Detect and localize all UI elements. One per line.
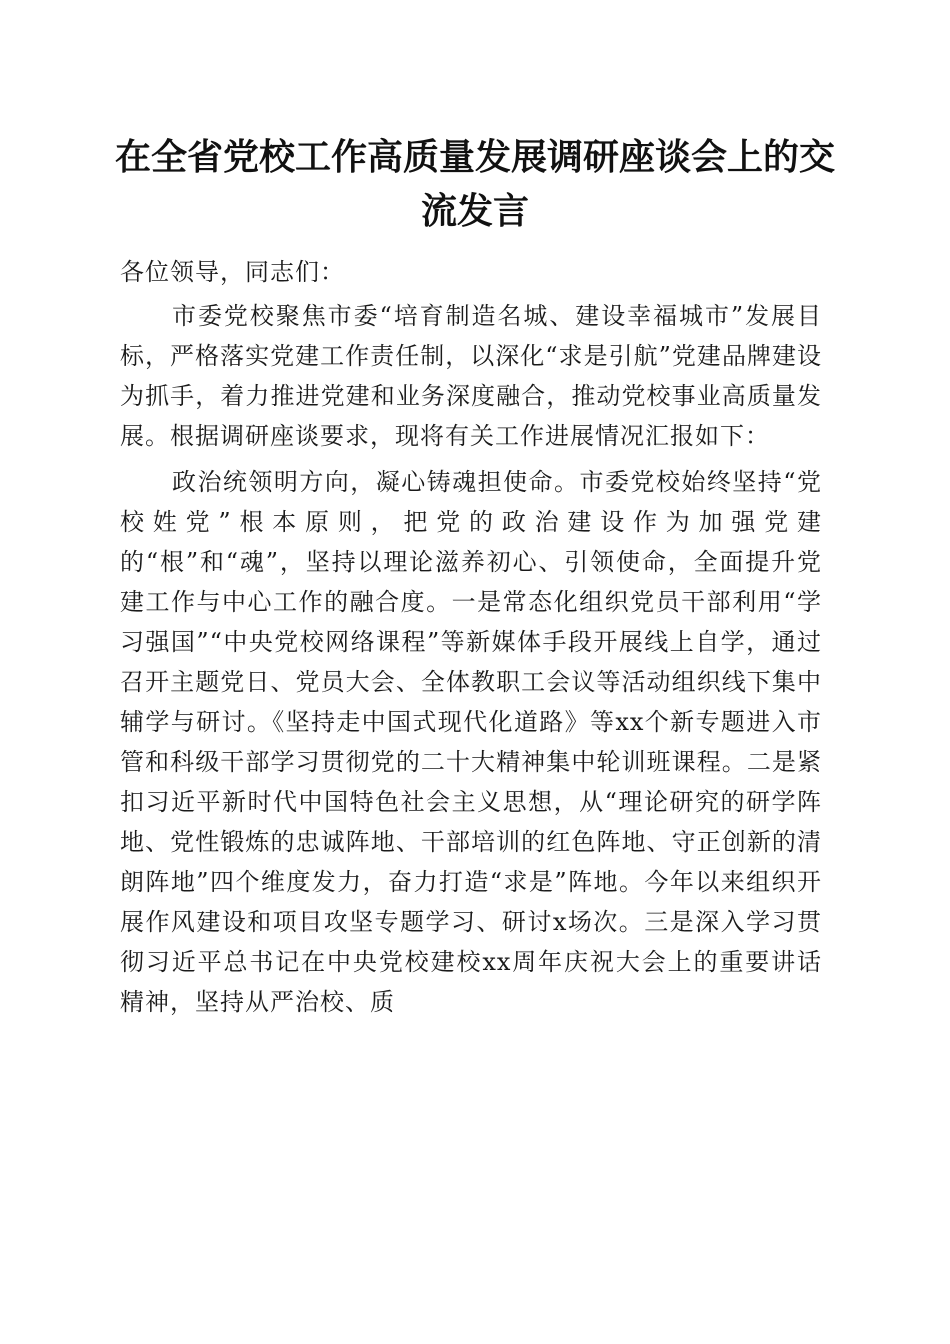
salutation: 各位领导，同志们： <box>120 258 345 286</box>
intro-paragraph: 市委党校聚焦市委“培育制造名城、建设幸福城市”发展目标，严格落实党建工作责任制，以深化“求是引航”党建品牌建设为抓手，着力推进党建和业务深度融合，推动党校事业高质量发展。根据调研座谈要求，现将有关工作进展情况汇报如下： <box>120 302 822 450</box>
document-title: 在全省党校工作高质量发展调研座谈会上的交流发言 <box>114 136 835 232</box>
document-body <box>120 252 822 1022</box>
body-paragraph: 政治统领明方向，凝心铸魂担使命。市委党校始终坚持“党校姓党”根本原则，把党的政治建设作为加强党建的“根”和“魂”，坚持以理论滋养初心、引领使命，全面提升党建工作与中心工作的融合度。一是常态化组织党员干部利用“学习强国”“中央党校网络课程”等新媒体手段开展线上自学，通过召开主题党日、党员大会、全体教职工会议等活动组织线下集中辅学与研讨。《坚持走中国式现代化道路》等xx个新专题进入市管和科级干部学习贯彻党的二十大精神集中轮训班课程。二是紧扣习近平新时代中国特色社会主义思想，从“理论研究的研学阵地、党性锻炼的忠诚阵地、干部培训的红色阵地、守正创新的清朗阵地”四个维度发力，奋力打造“求是”阵地。今年以来组织开展作风建设和项目攻坚专题学习、研讨x场次。三是深入学习贯彻习近平总书记在中央党校建校xx周年庆祝大会上的重要讲话精神，坚持从严治校、质 <box>120 468 822 1016</box>
